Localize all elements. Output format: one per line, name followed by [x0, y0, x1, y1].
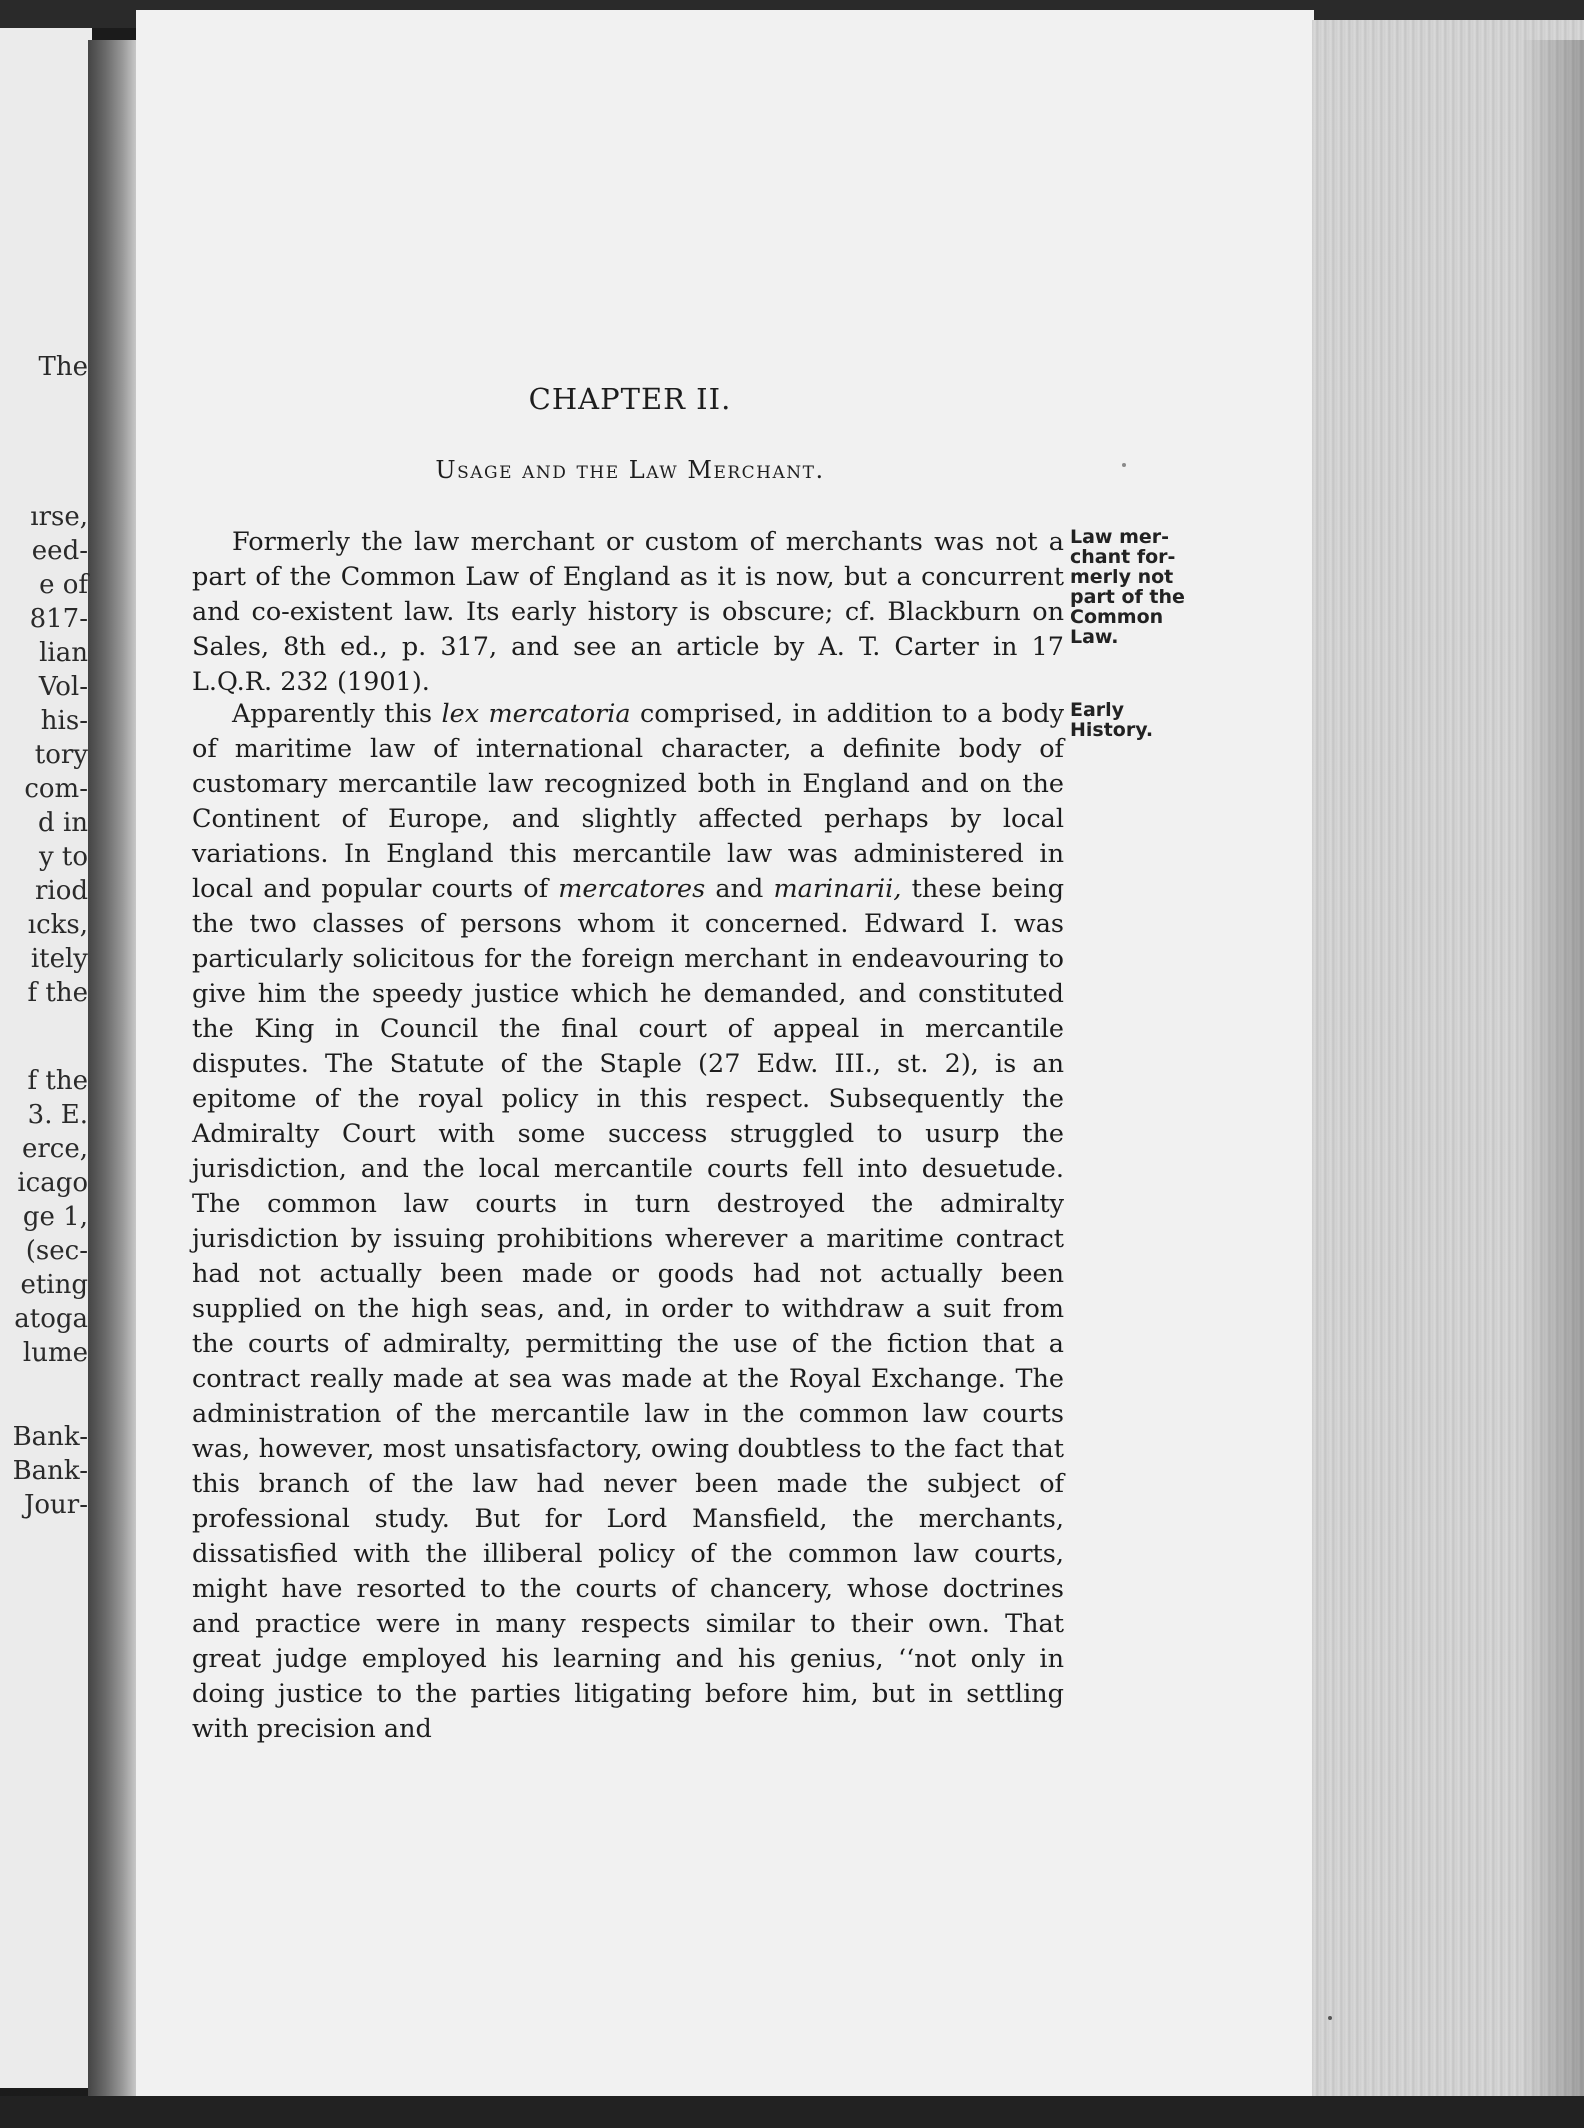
left-fragment: Bank- — [12, 1456, 88, 1486]
marginal-line: part of the — [1070, 586, 1185, 608]
left-fragment: Bank- — [12, 1422, 88, 1452]
marginal-note-law-merchant — [1070, 527, 1200, 647]
left-fragment: Jour- — [23, 1490, 88, 1520]
left-fragment: erce, — [21, 1134, 88, 1164]
marginal-line: History. — [1070, 719, 1154, 741]
scan-bottom-border — [0, 2096, 1584, 2128]
p2-text-a: comprised, in addition to a body of maritime law of international character, a definite body of customary mercantile law recognized both in England and on the Continent of Europe, and slightly affected perhaps by local variations. In England this mercantile law was administered in local and popular courts of — [192, 699, 1065, 904]
left-fragment: riod — [34, 876, 88, 906]
p2-term-marinarii: marinarii, — [773, 874, 902, 904]
left-fragment: f the — [27, 978, 88, 1008]
left-fragment: ıcks, — [27, 910, 88, 940]
marginal-line: Law mer- — [1070, 526, 1170, 548]
p2-term-mercatores: mercatores — [558, 874, 706, 904]
p2-term-lex-mercatoria: lex mercatoria — [441, 699, 631, 729]
left-fragment: f the — [27, 1066, 88, 1096]
left-fragment: com- — [24, 774, 88, 804]
dust-speck — [1122, 463, 1126, 467]
book-gutter — [88, 40, 138, 2100]
marginal-note-early-history — [1070, 700, 1200, 740]
left-fragment: (sec- — [25, 1236, 88, 1266]
paragraph-1: Formerly the law merchant or custom of merchants was not a part of the Common Law of England as it is now, but a concurrent and co-existent law. Its early history is obscure; cf. Blackburn on Sales, 8th ed., p. 317, and see an article by A. T. Carter in 17 L.Q.R. 232 (1901). — [192, 527, 1064, 697]
left-fragment: atoga — [14, 1304, 88, 1334]
left-fragment: The — [38, 352, 88, 382]
left-fragment: Vol- — [38, 672, 88, 702]
chapter-subtitle: Usage and the Law Merchant. — [435, 456, 825, 484]
left-fragment: 817- — [29, 604, 88, 634]
left-fragment: icago — [17, 1168, 88, 1198]
p2-text-b: these being the two classes of persons whom it concerned. Edward I. was particularly solicitous for the foreign merchant in endeavouring to give him the speedy justice which he demanded, and constituted the King in Council the final court of appeal in mercantile disputes. The Statute of the Staple (27 Edw. III., st. 2), is an epitome of the royal policy in this respect. Subsequently the Admiralty Court with some success struggled to usurp the jurisdiction, and the local mercantile courts fell into desuetude. The common law courts in turn destroyed the admiralty jurisdiction by issuing prohibitions wherever a maritime contract had not actually been made or goods had not actually been supplied on the high seas, and, in order to withdraw a suit from the courts of admiralty, permitting the use of the fiction that a contract really made at sea was made at the Royal Exchange. The administration of the mercantile law in the common law courts was, however, most unsatisfactory, owing doubtless to the fact that this branch of the law had never been made the subject of professional study. But for Lord Mansfield, the merchants, dissatisfied with the illiberal policy of the common law courts, might have resorted to the courts of chancery, whose doctrines and practice were in many respects similar to their own. That great judge employed his learning and his genius, ‘‘not only in doing justice to the parties litigating before him, but in settling with precision and — [192, 874, 1065, 1744]
left-fragment: 3. E. — [27, 1100, 88, 1130]
marginal-line: merly not — [1070, 566, 1174, 588]
page-stack-shadow — [1520, 40, 1584, 2100]
left-fragment: ırse, — [30, 502, 88, 532]
left-fragment: e of — [39, 570, 88, 600]
dust-speck — [1328, 2016, 1332, 2020]
left-fragment: lian — [39, 638, 88, 668]
p2-and: and — [715, 874, 764, 904]
left-fragment: his- — [40, 706, 88, 736]
left-fragment: itely — [30, 944, 88, 974]
left-page-text-fragments — [0, 0, 92, 2128]
left-fragment: ge 1, — [22, 1202, 88, 1232]
marginal-line: Common — [1070, 606, 1164, 628]
left-fragment: y to — [38, 842, 88, 872]
chapter-title: CHAPTER II. — [528, 382, 732, 416]
marginal-line: Law. — [1070, 626, 1119, 648]
marginal-line: Early — [1070, 699, 1125, 721]
left-fragment: eting — [20, 1270, 88, 1300]
marginal-line: chant for- — [1070, 546, 1176, 568]
paragraph-2 — [192, 697, 1064, 1747]
left-fragment: tory — [34, 740, 88, 770]
left-fragment: lume — [22, 1338, 88, 1368]
left-fragment: d in — [38, 808, 88, 838]
left-fragment: eed- — [31, 536, 88, 566]
p2-lead: Apparently this — [232, 699, 433, 729]
